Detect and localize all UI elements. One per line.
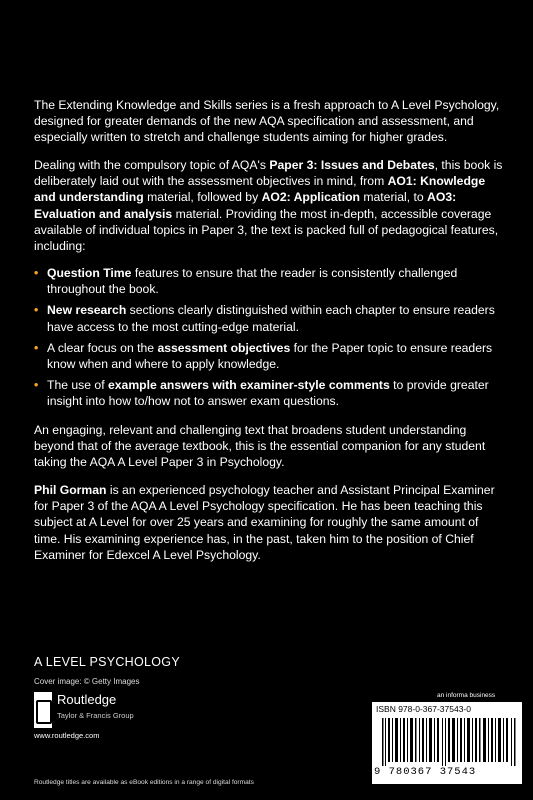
cover-credit: Cover image: © Getty Images bbox=[34, 677, 140, 686]
desc-text-2: , this book is deliberately laid out with the assessment objectives in mind, from bbox=[34, 158, 503, 189]
publisher-logo bbox=[34, 692, 194, 736]
publisher-name: Routledge bbox=[57, 692, 117, 707]
list-item: • A clear focus on the assessment objectives for the Paper topic to ensure readers know when and where to apply knowledge. bbox=[34, 340, 493, 372]
barcode-bars-icon bbox=[382, 718, 516, 766]
list-item: • The use of example answers with examiner-style comments to provide greater insight into how to/how not to answer exam questions. bbox=[34, 378, 489, 409]
list-item: • New research sections clearly distinguished within each chapter to ensure readers have access to the most cutting-edge material. bbox=[34, 303, 495, 334]
bullet-icon: • bbox=[34, 378, 39, 393]
desc-bold-ao1: AO1: Knowledge and understanding bbox=[34, 174, 486, 205]
feature-list bbox=[34, 265, 508, 410]
author-bio: is an experienced psychology teacher and Assistant Principal Examiner for Paper 3 of the AQA A Level Psychology specification. He has been teaching this subject at A Level for over 25 years and examining for roughly the same amount of time. His examining experience has, in the past, taken him to the position of Chief Examiner for Edexcel A Level Psychology. bbox=[34, 483, 495, 562]
bullet-icon: • bbox=[34, 303, 39, 318]
intro-paragraph bbox=[34, 97, 508, 146]
summary-paragraph bbox=[34, 422, 508, 471]
description-paragraph bbox=[34, 157, 508, 254]
desc-text-1: Dealing with the compulsory topic of AQA's bbox=[34, 158, 270, 172]
informa-label: an informa business bbox=[437, 692, 496, 699]
desc-text-3: material, followed by bbox=[143, 190, 262, 205]
desc-bold-ao3: AO3: Evaluation and analysis bbox=[34, 190, 457, 221]
routledge-logo-icon bbox=[34, 692, 52, 728]
ebook-note: Routledge titles are available as eBook editions in a range of digital formats bbox=[34, 779, 254, 786]
list-item: • Question Time features to ensure that the reader is consistently challenged throughout the book. bbox=[34, 266, 458, 297]
barcode bbox=[372, 702, 522, 784]
isbn-number: ISBN 978-0-367-37543-0 bbox=[376, 704, 471, 714]
barcode-digits: 9 780367 37543 bbox=[374, 766, 477, 778]
desc-bold-paper3: Paper 3: Issues and Debates bbox=[269, 158, 435, 172]
author-paragraph bbox=[34, 482, 508, 563]
publisher-website: www.routledge.com bbox=[34, 731, 100, 740]
summary-text: An engaging, relevant and challenging text that broadens student understanding beyond that of the average textbook, this is the essential companion for any student taking the AQA A Level Paper 3 in Psychology. bbox=[34, 423, 486, 470]
desc-text-4: material, to bbox=[359, 190, 428, 205]
bullet-icon: • bbox=[34, 340, 39, 355]
publisher-group: Taylor & Francis Group bbox=[57, 711, 134, 720]
desc-text-5: material. Providing the most in-depth, accessible coverage available of individual topics in Paper 3, the text is packed full of pedagogical features, including: bbox=[34, 206, 499, 254]
intro-text: The Extending Knowledge and Skills series is a fresh approach to A Level Psychology, designed for greater demands of the new AQA specification and assessment, and especially written to stretch and challenge students aiming for higher grades. bbox=[34, 98, 500, 145]
bullet-icon: • bbox=[34, 266, 39, 280]
author-name: Phil Gorman bbox=[34, 483, 107, 497]
subject-label: A LEVEL PSYCHOLOGY bbox=[34, 655, 180, 669]
desc-bold-ao2: AO2: Application bbox=[261, 190, 360, 205]
